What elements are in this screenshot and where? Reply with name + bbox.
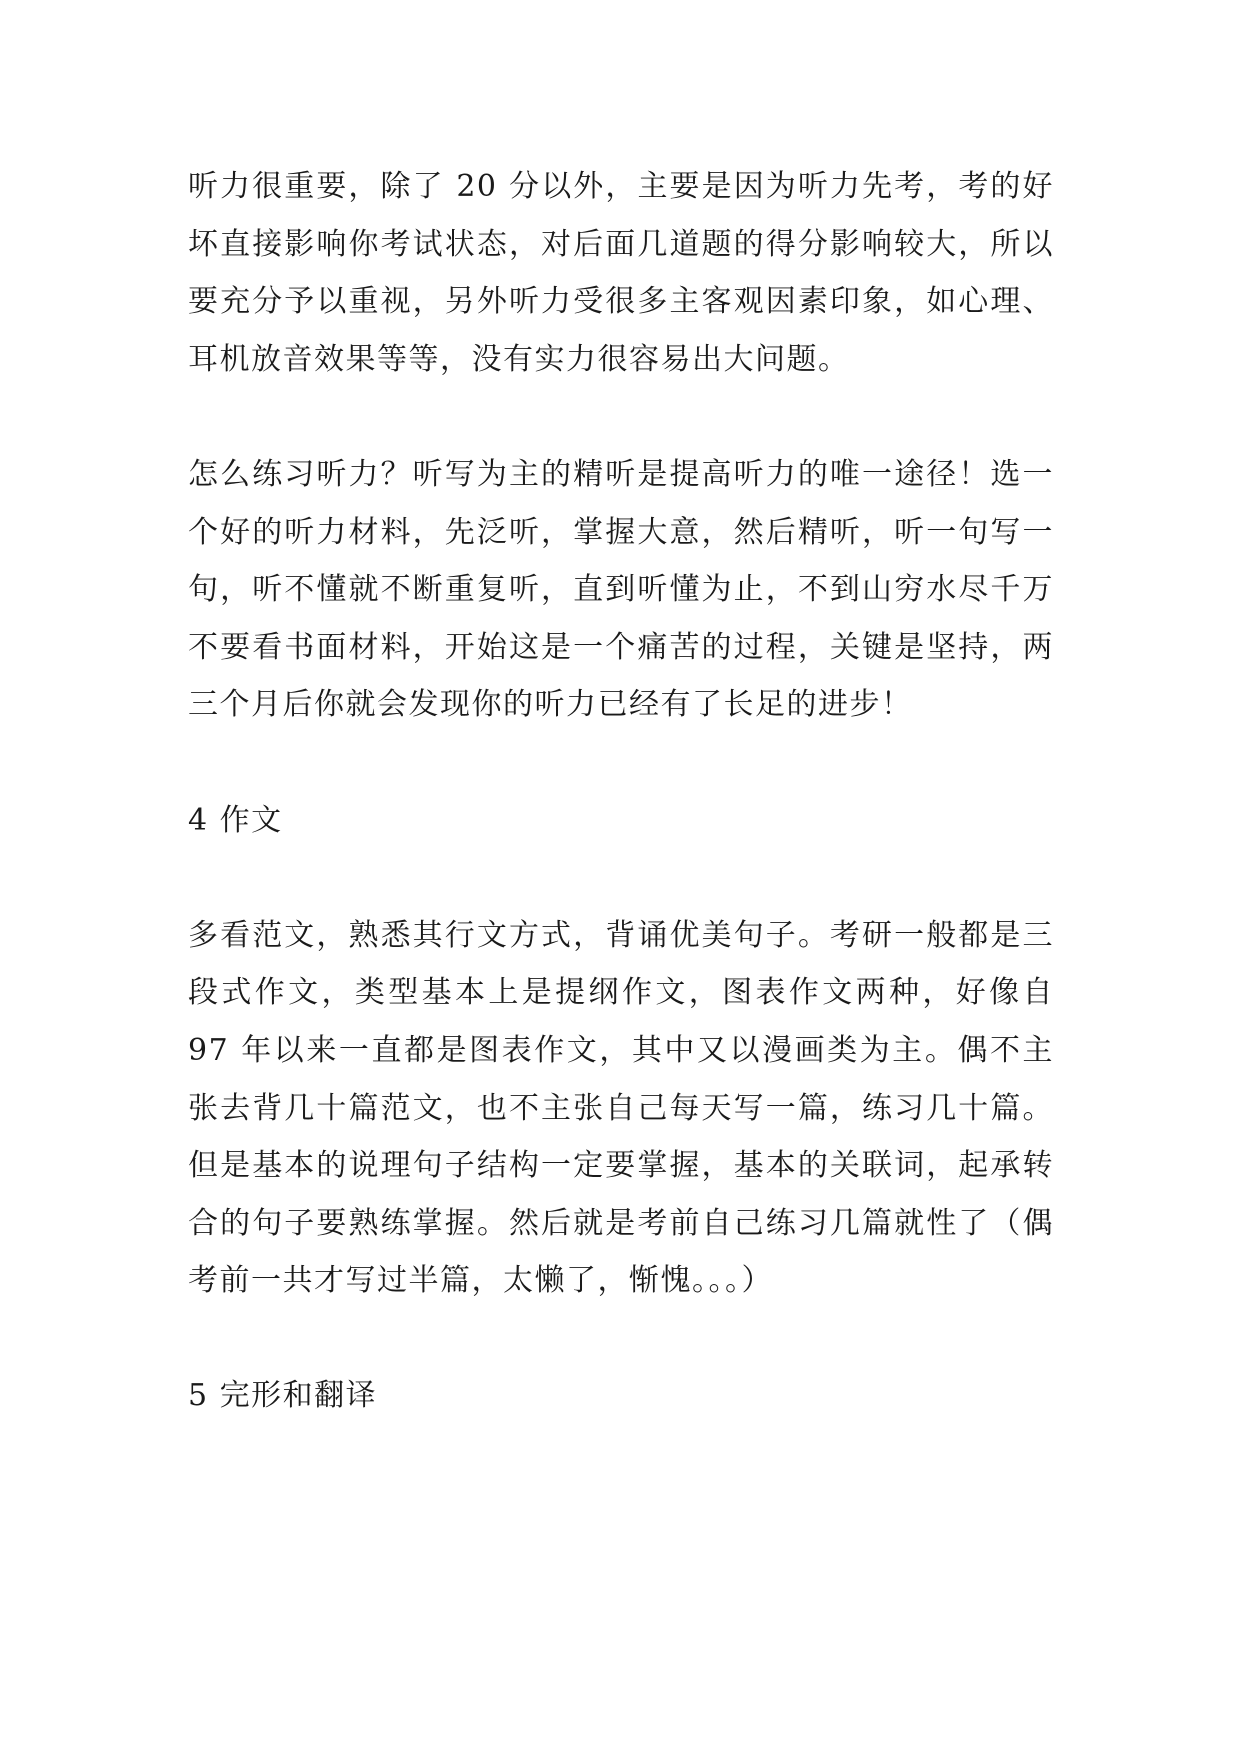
paragraph-essay-advice: 多看范文，熟悉其行文方式，背诵优美句子。考研一般都是三段式作文，类型基本上是提纲作文，图表作文两种，好像自 97 年以来一直都是图表作文，其中又以漫画类为主。偶不主张去背几十篇范文，也不主张自己每天写一篇，练习几十篇。但是基本的说理句子结构一定要掌握，基本的关联词，起承转合的句子要熟练掌握。然后就是考前自己练习几篇就性了（偶考前一共才写过半篇，太懒了，惭愧。。。） [188, 917, 1054, 1299]
section-heading-cloze-translation: 5 完形和翻译 [188, 1378, 378, 1414]
paragraph-listening-practice: 怎么练习听力？听写为主的精听是提高听力的唯一途径！选一个好的听力材料，先泛听，掌握大意，然后精听，听一句写一句，听不懂就不断重复听，直到听懂为止，不到山穷水尽千万不要看书面材料，开始这是一个痛苦的过程，关键是坚持，两三个月后你就会发现你的听力已经有了长足的进步！ [188, 456, 1054, 723]
paragraph-listening-importance: 听力很重要，除了 20 分以外，主要是因为听力先考，考的好坏直接影响你考试状态，对后面几道题的得分影响较大，所以要充分予以重视，另外听力受很多主客观因素印象，如心理、耳机放音效果等等，没有实力很容易出大问题。 [188, 169, 1054, 377]
section-heading-essay: 4 作文 [188, 802, 283, 838]
document-body [188, 158, 1054, 1483]
